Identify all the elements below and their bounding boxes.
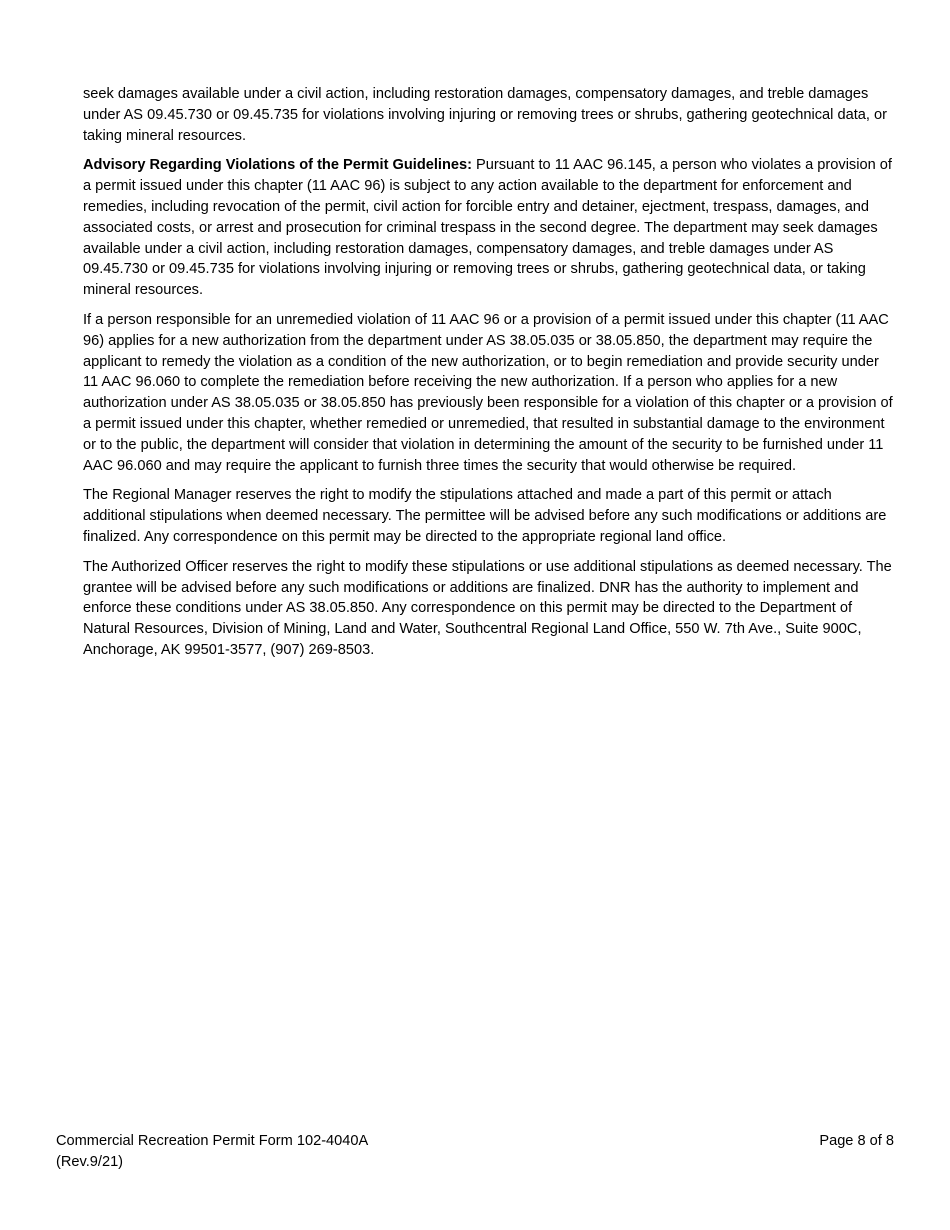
- footer-revision: (Rev.9/21): [56, 1153, 124, 1170]
- paragraph-advisory-violations: [83, 155, 895, 301]
- paragraph-authorized-officer: [83, 557, 895, 661]
- paragraph-text: seek damages available under a civil action, including restoration damages, compensatory damages, and treble damages under AS 09.45.730 or 09.45.735 for violations involving injuring or removing trees or shrubs, gathering geotechnical data, or taking mineral resources.: [83, 86, 887, 144]
- paragraph-text: If a person responsible for an unremedied violation of 11 AAC 96 or a provision of a permit issued under this chapter (11 AAC 96) applies for a new authorization from the department under AS 38.05.035 or 38.05.850, the department may require the applicant to remedy the violation as a condition of the new authorization, or to begin remediation and provide security under 11 AAC 96.060 to complete the remediation before receiving the new authorization. If a person who applies for a new authorization under AS 38.05.035 or 38.05.850 has previously been responsible for a violation of this chapter or a provision of a permit issued under this chapter, whether remedied or unremedied, that resulted in substantial damage to the environment or to the public, the department will consider that violation in determining the amount of the security to be furnished under 11 AAC 96.060 and may require the applicant to furnish three times the security that would otherwise be required.: [83, 311, 893, 474]
- advisory-heading: Advisory Regarding Violations of the Permit Guidelines:: [83, 157, 472, 174]
- footer-form-name: Commercial Recreation Permit Form 102-4040A: [56, 1133, 369, 1149]
- document-body: [83, 84, 895, 670]
- paragraph-text: The Authorized Officer reserves the right to modify these stipulations or use additional stipulations as deemed necessary. The grantee will be advised before any such modifications or additions are finalized. DNR has the authority to implement and enforce these conditions under AS 38.05.850. Any correspondence on this permit may be directed to the Department of Natural Resources, Division of Mining, Land and Water, Southcentral Regional Land Office, 550 W. 7th Ave., Suite 900C, Anchorage, AK 99501-3577, (907) 269-8503.: [83, 558, 892, 658]
- footer-form-info: [56, 1131, 368, 1173]
- footer-page-number: Page 8 of 8: [819, 1133, 894, 1149]
- paragraph-unremedied-violation: [83, 310, 895, 476]
- paragraph-text: The Regional Manager reserves the right to modify the stipulations attached and made a part of this permit or attach additional stipulations when deemed necessary. The permittee will be advised before any such modifications or additions are finalized. Any correspondence on this permit may be directed to the appropriate regional land office.: [83, 487, 887, 545]
- paragraph-text: Pursuant to 11 AAC 96.145, a person who violates a provision of a permit issued under this chapter (11 AAC 96) is subject to any action available to the department for enforcement and remedies, including revocation of the permit, civil action for forcible entry and detainer, ejectment, trespass, damages, and associated costs, or arrest and prosecution for criminal trespass in the second degree. The department may seek damages available under a civil action, including restoration damages, compensatory damages, and treble damages under AS 09.45.730 or 09.45.735 for violations involving injuring or removing trees or shrubs, gathering geotechnical data, or taking mineral resources.: [83, 157, 892, 299]
- paragraph-damages-continued: [83, 84, 895, 146]
- paragraph-regional-manager: [83, 485, 895, 547]
